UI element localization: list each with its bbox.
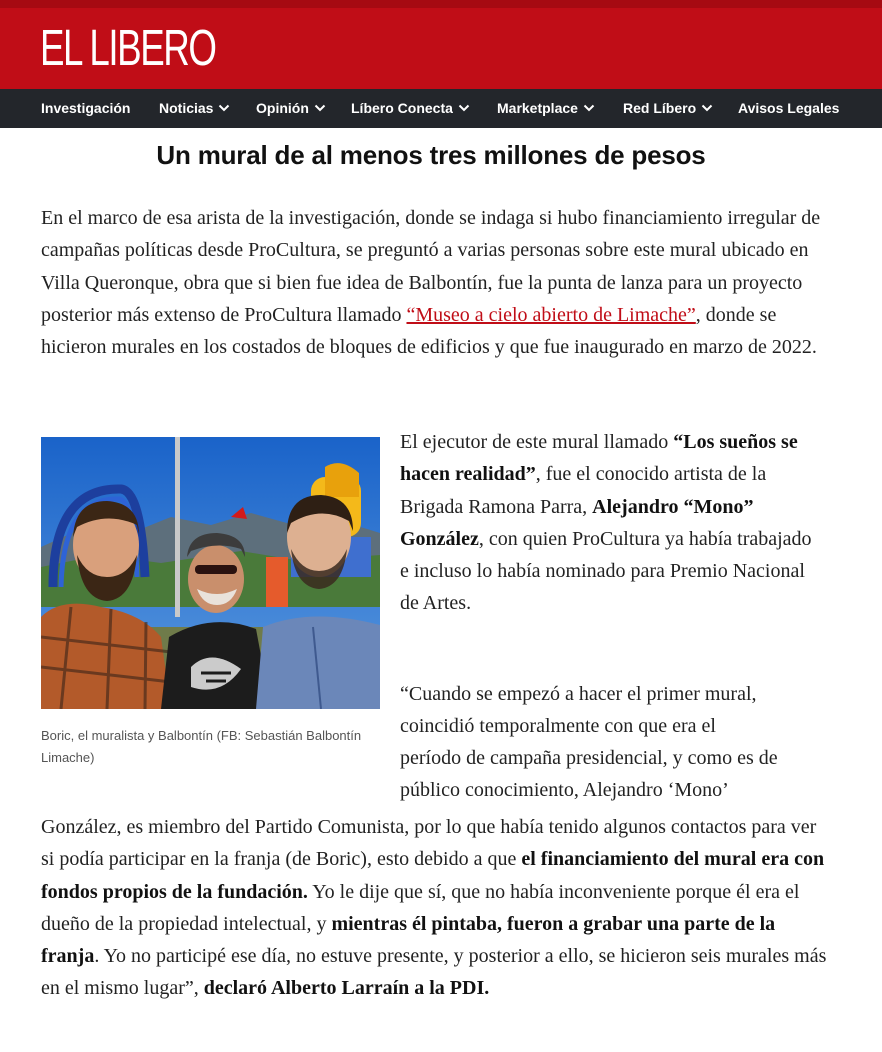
nav-label: Investigación (41, 100, 131, 116)
nav-label: Líbero Conecta (351, 100, 453, 116)
museo-link[interactable]: “Museo a cielo abierto de Limache” (406, 303, 696, 326)
paragraph-text: Yo le dije que sí, que no había inconveniente porque él era el dueño de la propiedad intelectual, y (41, 880, 800, 935)
chevron-down-icon (217, 101, 231, 115)
nav-label: Marketplace (497, 100, 578, 116)
bold-text: el financiamiento del mural era con fondos propios de la fundación. (41, 848, 825, 903)
nav-item-red-libero[interactable] (623, 89, 714, 128)
bold-text: “Los sueños se hacen realidad” (400, 431, 798, 486)
paragraph-text: , fue el conocido artista de la Brigada Ramona Parra, (400, 463, 767, 518)
article-photo (41, 437, 380, 709)
article-paragraph (400, 426, 820, 620)
chevron-down-icon (582, 101, 596, 115)
chevron-down-icon (313, 101, 327, 115)
nav-item-avisos-legales[interactable] (738, 89, 839, 128)
nav-label: Opinión (256, 100, 309, 116)
nav-label: Noticias (159, 100, 214, 116)
paragraph-text: El ejecutor de este mural llamado (400, 431, 674, 453)
photo-caption: Boric, el muralista y Balbontín (FB: Sebastián Balbontín Limache) (41, 728, 362, 765)
paragraph-text: En el marco de esa arista de la investigación, donde se indaga si hubo financiamiento irregular de campañas políticas desde ProCultura, se preguntó a varias personas sobre este mural ubicado en Villa Queronque, obra que si bien fue idea de Balbontín, fue la punta de lanza para un proyecto posterior más extenso de ProCultura llamado (41, 207, 821, 326)
nav-item-marketplace[interactable] (497, 89, 596, 128)
bold-text: declaró Alberto Larraín a la PDI. (203, 977, 490, 1000)
bold-text: Alejandro “Mono” González (400, 495, 754, 550)
paragraph-text: González, es miembro del Partido Comunista, por lo que había tenido algunos contactos para ver si podía participar en la franja (de Boric), esto debido a que (41, 816, 817, 871)
paragraph-text: , con quien ProCultura ya había trabajado e incluso lo había nominado para Premio Nacional de Artes. (400, 527, 812, 615)
bold-text: mientras él pintaba, fueron a grabar una parte de la franja (41, 912, 776, 968)
quote-line: público conocimiento, Alejandro ‘Mono’ (400, 779, 729, 801)
quote-line: coincidió temporalmente con que era el (400, 715, 716, 737)
article-paragraph (41, 202, 831, 363)
nav-item-opinion[interactable] (256, 89, 327, 128)
photo-illustration (41, 437, 380, 709)
nav-label: Red Líbero (623, 100, 697, 116)
site-header (0, 0, 882, 89)
site-logo[interactable]: EL LIBERO (40, 19, 216, 76)
section-heading: Un mural de al menos tres millones de pesos (156, 140, 706, 170)
nav-item-noticias[interactable] (159, 89, 231, 128)
article-paragraph (41, 811, 831, 1005)
chevron-down-icon (457, 101, 471, 115)
main-nav (0, 89, 882, 128)
nav-item-libero-conecta[interactable] (351, 89, 471, 128)
nav-item-investigacion[interactable] (41, 89, 130, 128)
paragraph-text: . Yo no participé ese día, no estuve presente, y posterior a ello, se hicieron seis murales más en el mismo lugar”, (41, 945, 827, 1000)
nav-label: Avisos Legales (738, 100, 840, 116)
quote-line: período de campaña presidencial, y como es de (400, 747, 778, 769)
paragraph-text: , donde se hicieron murales en los costados de bloques de edificios y que fue inaugurado en marzo de 2022. (41, 303, 817, 359)
chevron-down-icon (700, 101, 714, 115)
quote-line: “Cuando se empezó a hacer el primer mural, (400, 683, 757, 705)
